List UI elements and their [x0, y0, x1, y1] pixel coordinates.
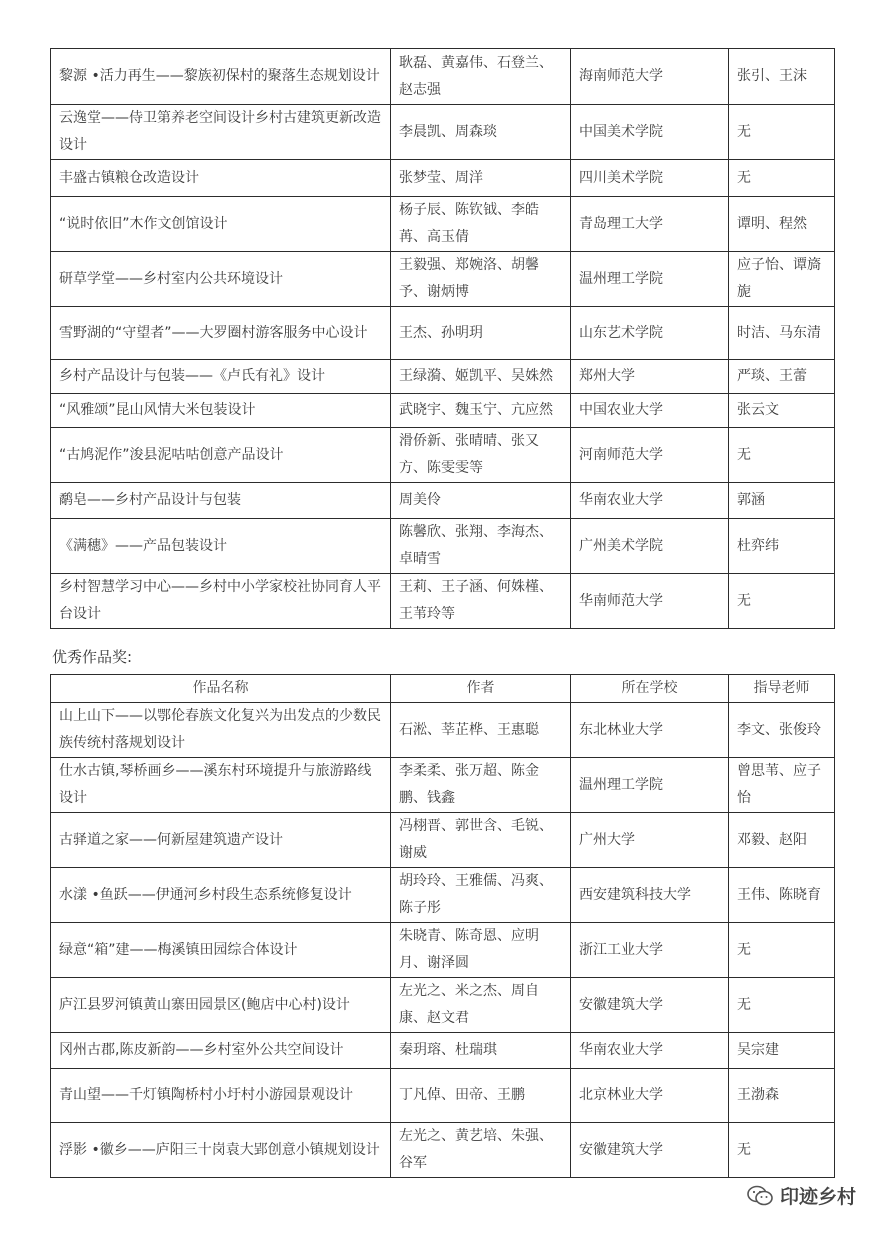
cell-advisor: 无	[729, 428, 835, 483]
cell-authors: 滑侨新、张晴晴、张又方、陈雯雯等	[391, 428, 571, 483]
table-row	[51, 252, 835, 307]
cell-authors: 王莉、王子涵、何姝槿、王苇玲等	[391, 574, 571, 629]
table-row	[51, 519, 835, 574]
table-row	[51, 49, 835, 105]
cell-advisor: 邓毅、赵阳	[729, 813, 835, 868]
table-row	[51, 574, 835, 629]
cell-authors: 李柔柔、张万超、陈金鹏、钱鑫	[391, 758, 571, 813]
cell-advisor: 张云文	[729, 394, 835, 428]
cell-school: 中国农业大学	[571, 394, 729, 428]
cell-work-name: 《满穗》——产品包装设计	[51, 519, 391, 574]
cell-work-name: 古驿道之家——何新屋建筑遗产设计	[51, 813, 391, 868]
cell-authors: 石淞、莘芷桦、王惠聪	[391, 703, 571, 758]
cell-work-name: 研草学堂——乡村室内公共环境设计	[51, 252, 391, 307]
cell-advisor: 无	[729, 160, 835, 197]
cell-school: 东北林业大学	[571, 703, 729, 758]
table-row	[51, 1033, 835, 1069]
cell-work-name: 青山望——千灯镇陶桥村小圩村小游园景观设计	[51, 1069, 391, 1123]
watermark	[746, 1182, 856, 1209]
watermark-text: 印迹乡村	[779, 1186, 856, 1208]
cell-authors: 王毅强、郑婉洛、胡馨予、谢炳博	[391, 252, 571, 307]
cell-work-name: 庐江县罗河镇黄山寨田园景区(鲍店中心村)设计	[51, 978, 391, 1033]
cell-school: 西安建筑科技大学	[571, 868, 729, 923]
table-row	[51, 758, 835, 813]
cell-work-name: 浮影 •徽乡——庐阳三十岗袁大郢创意小镇规划设计	[51, 1123, 391, 1178]
cell-work-name: “古鸠泥作”浚县泥咕咕创意产品设计	[51, 428, 391, 483]
table-row	[51, 703, 835, 758]
cell-advisor: 无	[729, 978, 835, 1033]
cell-work-name: 乡村智慧学习中心——乡村中小学家校社协同育人平台设计	[51, 574, 391, 629]
header-work-name: 作品名称	[51, 675, 391, 703]
table-row	[51, 307, 835, 360]
table-row	[51, 197, 835, 252]
table-row	[51, 428, 835, 483]
cell-school: 海南师范大学	[571, 49, 729, 105]
cell-advisor: 时洁、马东清	[729, 307, 835, 360]
cell-school: 温州理工学院	[571, 252, 729, 307]
cell-authors: 冯栩晋、郭世含、毛锐、谢威	[391, 813, 571, 868]
cell-school: 华南师范大学	[571, 574, 729, 629]
cell-work-name: 云逸堂——侍卫第养老空间设计乡村古建筑更新改造设计	[51, 105, 391, 160]
cell-work-name: 山上山下——以鄂伦春族文化复兴为出发点的少数民族传统村落规划设计	[51, 703, 391, 758]
cell-advisor: 无	[729, 105, 835, 160]
cell-advisor: 郭涵	[729, 483, 835, 519]
cell-school: 华南农业大学	[571, 1033, 729, 1069]
cell-work-name: 雪野湖的“守望者”——大罗圈村游客服务中心设计	[51, 307, 391, 360]
cell-school: 河南师范大学	[571, 428, 729, 483]
cell-school: 山东艺术学院	[571, 307, 729, 360]
award-table-1	[50, 48, 835, 629]
table-row	[51, 813, 835, 868]
cell-advisor: 严琰、王蕾	[729, 360, 835, 394]
cell-authors: 左光之、米之杰、周自康、赵文君	[391, 978, 571, 1033]
cell-work-name: 黎源 •活力再生——黎族初保村的聚落生态规划设计	[51, 49, 391, 105]
cell-advisor: 无	[729, 1123, 835, 1178]
table-row	[51, 160, 835, 197]
cell-authors: 张梦莹、周洋	[391, 160, 571, 197]
cell-school: 温州理工学院	[571, 758, 729, 813]
cell-school: 安徽建筑大学	[571, 1123, 729, 1178]
cell-advisor: 谭明、程然	[729, 197, 835, 252]
wechat-icon	[746, 1184, 774, 1208]
cell-school: 北京林业大学	[571, 1069, 729, 1123]
cell-work-name: 冈州古郡,陈皮新韵——乡村室外公共空间设计	[51, 1033, 391, 1069]
cell-school: 浙江工业大学	[571, 923, 729, 978]
cell-authors: 杨子辰、陈钦钺、李皓苒、高玉倩	[391, 197, 571, 252]
cell-school: 安徽建筑大学	[571, 978, 729, 1033]
cell-advisor: 吴宗建	[729, 1033, 835, 1069]
cell-work-name: 乡村产品设计与包装——《卢氏有礼》设计	[51, 360, 391, 394]
table-row	[51, 105, 835, 160]
cell-school: 郑州大学	[571, 360, 729, 394]
cell-authors: 胡玲玲、王雅儒、冯爽、陈子彤	[391, 868, 571, 923]
table-row	[51, 1123, 835, 1178]
cell-school: 广州美术学院	[571, 519, 729, 574]
cell-authors: 秦玥瑢、杜瑞琪	[391, 1033, 571, 1069]
cell-work-name: “风雅颂”昆山风情大米包装设计	[51, 394, 391, 428]
cell-advisor: 应子怡、谭旖旎	[729, 252, 835, 307]
header-authors: 作者	[391, 675, 571, 703]
cell-advisor: 李文、张俊玲	[729, 703, 835, 758]
cell-work-name: “说时依旧”木作文创馆设计	[51, 197, 391, 252]
cell-work-name: 绿意“箱”建——梅溪镇田园综合体设计	[51, 923, 391, 978]
cell-authors: 王杰、孙明玥	[391, 307, 571, 360]
award-table-excellent-works	[50, 674, 835, 1178]
table-row	[51, 978, 835, 1033]
table-header-row	[51, 675, 835, 703]
cell-work-name: 仕水古镇,琴桥画乡——溪东村环境提升与旅游路线设计	[51, 758, 391, 813]
cell-work-name: 丰盛古镇粮仓改造设计	[51, 160, 391, 197]
table-row	[51, 923, 835, 978]
section-title-excellent-works: 优秀作品奖:	[52, 648, 133, 666]
cell-authors: 武晓宇、魏玉宁、亢应然	[391, 394, 571, 428]
cell-advisor: 杜弈纬	[729, 519, 835, 574]
cell-advisor: 王伟、陈晓育	[729, 868, 835, 923]
cell-authors: 丁凡倬、田帝、王鹏	[391, 1069, 571, 1123]
cell-advisor: 无	[729, 574, 835, 629]
table-row	[51, 360, 835, 394]
cell-advisor: 张引、王沫	[729, 49, 835, 105]
cell-authors: 耿磊、黄嘉伟、石登兰、赵志强	[391, 49, 571, 105]
cell-advisor: 曾思苇、应子怡	[729, 758, 835, 813]
cell-school: 华南农业大学	[571, 483, 729, 519]
cell-school: 中国美术学院	[571, 105, 729, 160]
header-advisor: 指导老师	[729, 675, 835, 703]
table-row	[51, 1069, 835, 1123]
table-row	[51, 868, 835, 923]
cell-authors: 陈馨欣、张翔、李海杰、卓晴雪	[391, 519, 571, 574]
cell-work-name: 水漾 •鱼跃——伊通河乡村段生态系统修复设计	[51, 868, 391, 923]
cell-school: 广州大学	[571, 813, 729, 868]
cell-authors: 左光之、黄艺培、朱强、谷军	[391, 1123, 571, 1178]
cell-advisor: 王渤森	[729, 1069, 835, 1123]
table-row	[51, 483, 835, 519]
cell-school: 四川美术学院	[571, 160, 729, 197]
cell-advisor: 无	[729, 923, 835, 978]
cell-authors: 周美伶	[391, 483, 571, 519]
header-school: 所在学校	[571, 675, 729, 703]
cell-authors: 朱晓青、陈奇恩、应明月、谢泽圆	[391, 923, 571, 978]
cell-school: 青岛理工大学	[571, 197, 729, 252]
cell-authors: 王绿漪、姬凯平、吴姝然	[391, 360, 571, 394]
cell-work-name: 鹬皂——乡村产品设计与包装	[51, 483, 391, 519]
cell-authors: 李晨凯、周森琰	[391, 105, 571, 160]
table-row	[51, 394, 835, 428]
